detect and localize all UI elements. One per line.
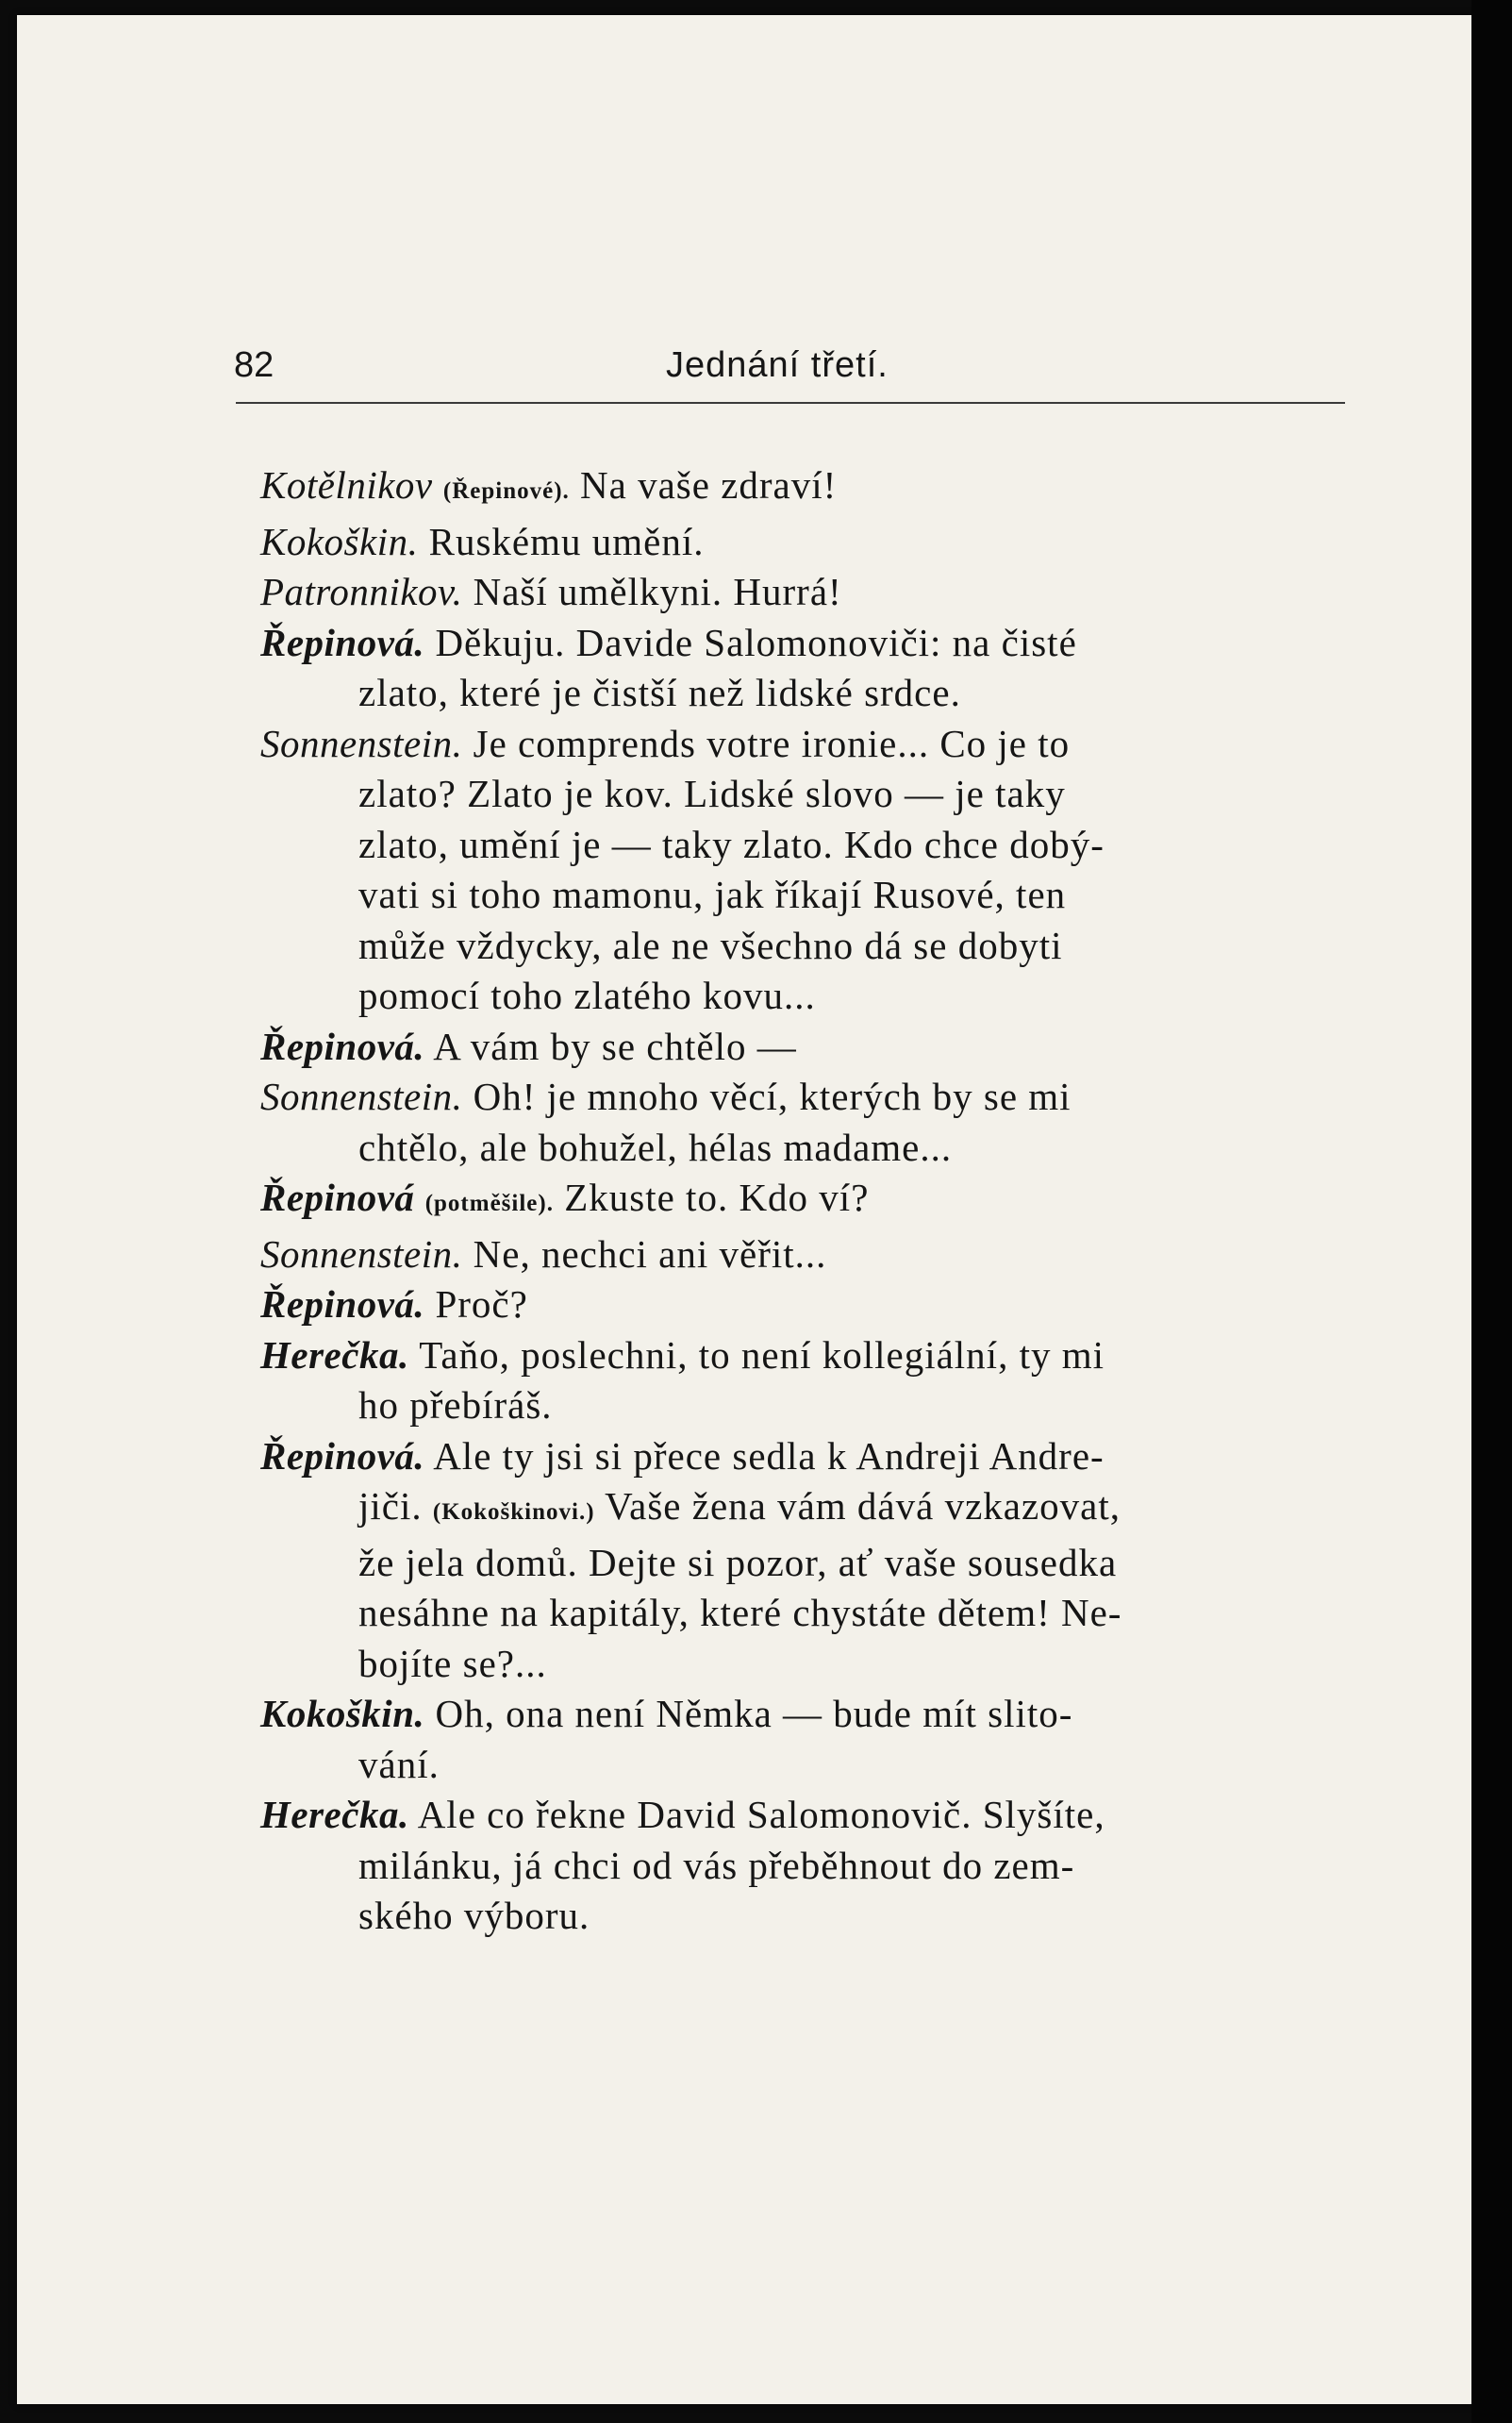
line-text: Proč? <box>435 1282 528 1326</box>
speaker-name: Řepinová. <box>260 1024 425 1068</box>
dialogue-entry <box>260 719 1345 1022</box>
stage-direction: (Řepinové). <box>442 478 570 504</box>
text-line <box>260 668 1345 719</box>
line-text: Ale ty jsi si přece sedla k Andreji Andre- <box>433 1433 1105 1478</box>
dialogue-entry <box>260 1689 1345 1790</box>
speaker-name: Kokoškin. <box>260 519 419 563</box>
line-text: že jela domů. Dejte si pozor, ať vaše sousedka <box>358 1540 1118 1584</box>
stage-direction: (Kokoškinovi.) <box>432 1499 595 1525</box>
text-line <box>260 567 1345 618</box>
text-line <box>260 517 1345 568</box>
line-text: ho přebíráš. <box>358 1383 553 1427</box>
text-line <box>260 1740 1345 1791</box>
line-text: může vždycky, ale ne všechno dá se dobyti <box>358 923 1063 967</box>
text-line <box>260 719 1345 770</box>
dialogue-entry <box>260 460 1345 517</box>
line-text: zlato, umění je — taky zlato. Kdo chce dobý- <box>358 822 1105 866</box>
dialogue-entry <box>260 517 1345 568</box>
dialogue-entry <box>260 1790 1345 1942</box>
text-line <box>260 921 1345 972</box>
text-line <box>260 1279 1345 1330</box>
dialogue-entry <box>260 618 1345 719</box>
dialogue-entry <box>260 1229 1345 1280</box>
dialogue-entry <box>260 1173 1345 1229</box>
text-line <box>260 1330 1345 1381</box>
speaker-name: Herečka. <box>260 1332 409 1377</box>
dialogue-entry <box>260 567 1345 618</box>
text-line <box>260 820 1345 871</box>
page-number: 82 <box>234 345 274 385</box>
header-rule <box>236 402 1345 404</box>
text-line <box>260 870 1345 921</box>
text-line <box>260 618 1345 669</box>
speaker-name: Kokoškin. <box>260 1692 425 1735</box>
speaker-name: Kotělnikov <box>260 463 433 507</box>
text-line <box>260 1891 1345 1942</box>
text-line <box>260 1588 1345 1639</box>
line-text: Děkuju. Davide Salomonoviči: na čisté <box>435 620 1077 664</box>
speaker-name: Sonnenstein. <box>260 1075 463 1118</box>
line-text: jiči. <box>358 1484 423 1528</box>
text-line <box>260 1639 1345 1690</box>
speaker-name: Řepinová. <box>260 620 425 664</box>
speaker-name: Řepinová <box>260 1176 415 1219</box>
speaker-name: Sonnenstein. <box>260 1231 463 1276</box>
text-line <box>260 1123 1345 1174</box>
line-text: nesáhne na kapitály, které chystáte dětem! Ne- <box>358 1591 1122 1634</box>
page-header <box>234 341 1356 397</box>
text-line <box>260 1689 1345 1740</box>
line-text: vati si toho mamonu, jak říkají Rusové, ten <box>358 873 1067 916</box>
speaker-name: Herečka. <box>260 1793 409 1836</box>
text-line <box>260 1538 1345 1589</box>
line-text: Je comprends votre ironie... Co je to <box>473 721 1071 765</box>
speaker-name: Řepinová. <box>260 1433 425 1478</box>
line-text: milánku, já chci od vás přeběhnout do zem- <box>358 1843 1075 1887</box>
line-text: pomocí toho zlatého kovu... <box>358 974 816 1017</box>
speaker-name: Řepinová. <box>260 1282 425 1326</box>
line-text: vání. <box>358 1742 440 1786</box>
dialogue-text <box>260 460 1345 1942</box>
line-text: zlato? Zlato je kov. Lidské slovo — je taky <box>358 772 1066 815</box>
text-line <box>260 1790 1345 1841</box>
line-text: Oh, ona není Němka — bude mít slito- <box>435 1692 1073 1735</box>
line-text: Ne, nechci ani věřit... <box>473 1231 827 1276</box>
line-text: Na vaše zdraví! <box>580 463 838 507</box>
text-line <box>260 1022 1345 1073</box>
line-text: Ruskému umění. <box>428 519 705 563</box>
dialogue-entry <box>260 1431 1345 1690</box>
text-line <box>260 1431 1345 1482</box>
dialogue-entry <box>260 1072 1345 1173</box>
text-line <box>260 1841 1345 1892</box>
line-text: Naší umělkyni. Hurrá! <box>473 570 842 613</box>
line-text: chtělo, ale bohužel, hélas madame... <box>358 1125 953 1169</box>
text-line <box>260 971 1345 1022</box>
line-text: Oh! je mnoho věcí, kterých by se mi <box>473 1075 1072 1118</box>
line-text: Zkuste to. Kdo ví? <box>564 1176 870 1219</box>
text-line <box>260 1481 1345 1538</box>
dialogue-entry <box>260 1330 1345 1431</box>
text-line <box>260 769 1345 820</box>
book-page <box>17 15 1471 2404</box>
dialogue-entry <box>260 1279 1345 1330</box>
text-line <box>260 1229 1345 1280</box>
running-head: Jednání třetí. <box>666 345 889 385</box>
line-text: Vaše žena vám dává vzkazovat, <box>605 1484 1122 1528</box>
line-text: Ale co řekne David Salomonovič. Slyšíte, <box>417 1793 1105 1836</box>
line-text: ského výboru. <box>358 1894 590 1937</box>
line-text: zlato, které je čistší než lidské srdce. <box>358 671 961 714</box>
dialogue-entry <box>260 1022 1345 1073</box>
text-line <box>260 1380 1345 1431</box>
stage-direction: (potměšile). <box>424 1191 554 1216</box>
line-text: Taňo, poslechni, to není kollegiální, ty mi <box>419 1332 1105 1377</box>
line-text: A vám by se chtělo — <box>433 1024 797 1068</box>
speaker-name: Sonnenstein. <box>260 721 463 765</box>
speaker-name: Patronnikov. <box>260 570 463 613</box>
text-line <box>260 1072 1345 1123</box>
text-line <box>260 1173 1345 1229</box>
scan-edge <box>1471 0 1512 2423</box>
line-text: bojíte se?... <box>358 1641 547 1685</box>
text-line <box>260 460 1345 517</box>
